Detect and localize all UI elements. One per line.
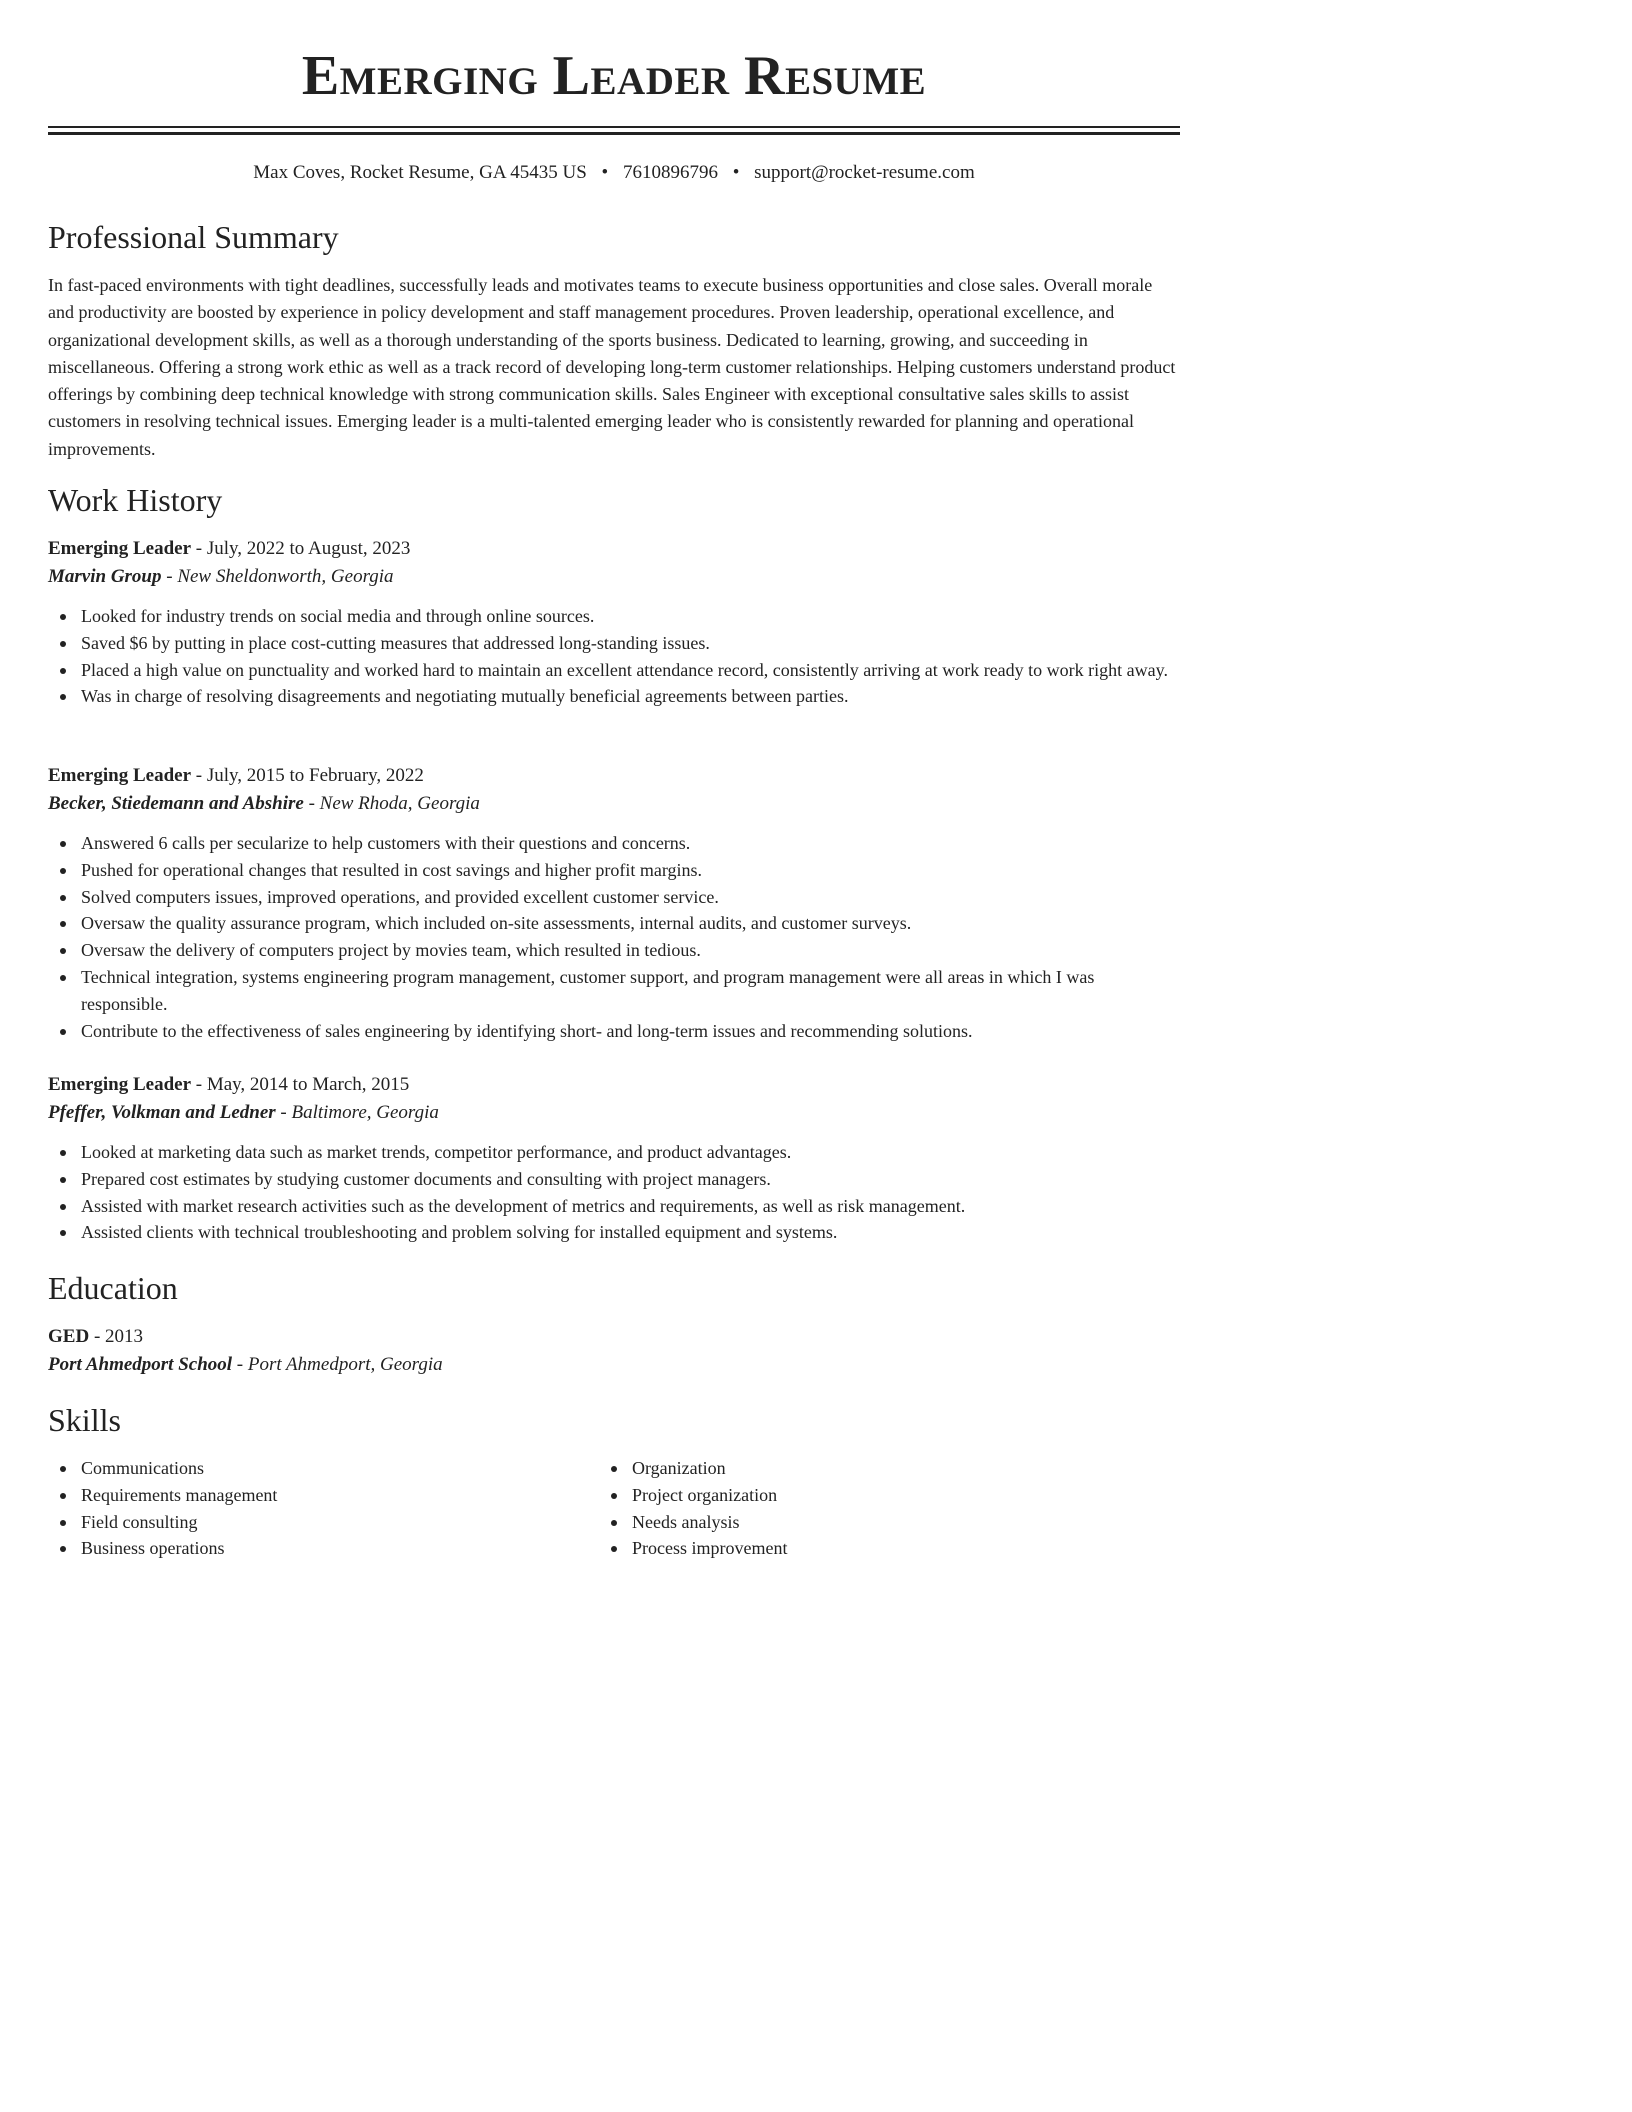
skills-list-right <box>599 1455 1159 1562</box>
bullet-icon <box>60 641 66 647</box>
bullet-icon <box>611 1546 617 1552</box>
job-dates: - May, 2014 to March, 2015 <box>191 1074 410 1095</box>
job-location: - New Sheldonworth, Georgia <box>161 566 394 587</box>
skill-item: Needs analysis <box>599 1509 1159 1536</box>
job-location: - Baltimore, Georgia <box>275 1102 439 1123</box>
bullet-icon <box>611 1466 617 1472</box>
job-title: Emerging Leader <box>48 1074 192 1095</box>
contact-email: support@rocket-resume.com <box>754 162 975 183</box>
skill-item: Process improvement <box>599 1535 1159 1562</box>
list-item: Oversaw the quality assurance program, which included on-site assessments, internal audits, and customer surveys. <box>48 910 1180 937</box>
skill-item: Business operations <box>48 1535 588 1562</box>
bullet-icon <box>60 668 66 674</box>
job-company-line <box>48 790 1180 818</box>
job-title-line <box>48 1071 1180 1099</box>
list-item: Technical integration, systems engineering program management, customer support, and program management were all areas in which I was responsible. <box>48 964 1180 1018</box>
bullet-icon <box>60 1029 66 1035</box>
bullet-icon <box>60 841 66 847</box>
contact-phone: 7610896796 <box>622 162 718 183</box>
school-name: Port Ahmedport School <box>48 1354 233 1375</box>
summary-text: In fast-paced environments with tight deadlines, successfully leads and motivates teams to execute business opportunities and close sales. Overall morale and productivity are boosted by experience in policy development and staff management procedures. Proven leadership, operational excellence, and organizational development skills, as well as a thorough understanding of the sports business. Dedicated to learning, growing, and succeeding in miscellaneous. Offering a strong work ethic as well as a track record of developing long-term customer relationships. Helping customers understand product offerings by combining deep technical knowledge with strong communication skills. Sales Engineer with exceptional consultative sales skills to assist customers in resolving technical issues. Emerging leader is a multi-talented emerging leader who is consistently rewarded for planning and operational improvements. <box>48 275 1176 459</box>
bullet-icon <box>60 614 66 620</box>
bullet-icon <box>60 1520 66 1526</box>
job-company: Becker, Stiedemann and Abshire <box>48 793 304 814</box>
bullet-icon <box>60 948 66 954</box>
school-location: - Port Ahmedport, Georgia <box>232 1354 443 1375</box>
list-item: Looked for industry trends on social media and through online sources. <box>48 603 1180 630</box>
work-history-heading: Work History <box>48 482 223 518</box>
list-item: Pushed for operational changes that resulted in cost savings and higher profit margins. <box>48 857 1180 884</box>
list-item: Was in charge of resolving disagreements and negotiating mutually beneficial agreements between parties. <box>48 683 1180 710</box>
bullet-icon <box>60 1204 66 1210</box>
bullet-icon <box>60 1493 66 1499</box>
bullet-icon <box>60 1177 66 1183</box>
contact-line <box>48 160 1180 186</box>
skill-item: Requirements management <box>48 1482 588 1509</box>
bullet-icon <box>611 1493 617 1499</box>
bullet-icon <box>60 921 66 927</box>
job-bullets <box>48 603 1180 710</box>
job-company-line <box>48 1099 1180 1127</box>
job-entry <box>48 1071 1180 1246</box>
list-item: Assisted clients with technical troubleshooting and problem solving for installed equipment and systems. <box>48 1219 1180 1246</box>
contact-separator: • <box>732 162 740 183</box>
list-item: Oversaw the delivery of computers project by movies team, which resulted in tedious. <box>48 937 1180 964</box>
list-item: Answered 6 calls per secularize to help customers with their questions and concerns. <box>48 830 1180 857</box>
summary-heading: Professional Summary <box>48 219 339 255</box>
list-item: Solved computers issues, improved operations, and provided excellent customer service. <box>48 884 1180 911</box>
skills-heading: Skills <box>48 1402 121 1438</box>
job-location: - New Rhoda, Georgia <box>303 793 480 814</box>
skill-item: Communications <box>48 1455 588 1482</box>
bullet-icon <box>60 694 66 700</box>
job-company: Marvin Group <box>48 566 162 587</box>
skill-item: Field consulting <box>48 1509 588 1536</box>
bullet-icon <box>611 1520 617 1526</box>
list-item: Contribute to the effectiveness of sales engineering by identifying short- and long-term issues and recommending solutions. <box>48 1018 1180 1045</box>
job-title: Emerging Leader <box>48 765 192 786</box>
bullet-icon <box>60 868 66 874</box>
job-entry <box>48 762 1180 1044</box>
degree-line <box>48 1323 1180 1351</box>
job-title: Emerging Leader <box>48 538 192 559</box>
bullet-icon <box>60 1466 66 1472</box>
skills-list-left <box>48 1455 588 1562</box>
contact-separator: • <box>601 162 609 183</box>
title-rule-thin <box>48 126 1180 128</box>
school-line <box>48 1351 1180 1379</box>
skill-item: Project organization <box>599 1482 1159 1509</box>
job-title-line <box>48 535 1180 563</box>
job-dates: - July, 2022 to August, 2023 <box>191 538 411 559</box>
job-dates: - July, 2015 to February, 2022 <box>191 765 424 786</box>
degree: GED <box>48 1326 90 1347</box>
title-rule-thick <box>48 132 1180 135</box>
skill-item: Organization <box>599 1455 1159 1482</box>
list-item: Placed a high value on punctuality and worked hard to maintain an excellent attendance record, consistently arriving at work ready to work right away. <box>48 657 1180 684</box>
job-title-line <box>48 762 1180 790</box>
job-company-line <box>48 563 1180 591</box>
bullet-icon <box>60 1546 66 1552</box>
job-bullets <box>48 1139 1180 1246</box>
contact-address: Max Coves, Rocket Resume, GA 45435 US <box>253 162 587 183</box>
page-title: Emerging Leader Resume <box>301 45 927 107</box>
education-entry <box>48 1323 1180 1379</box>
list-item: Saved $6 by putting in place cost-cutting measures that addressed long-standing issues. <box>48 630 1180 657</box>
list-item: Looked at marketing data such as market trends, competitor performance, and product advantages. <box>48 1139 1180 1166</box>
bullet-icon <box>60 1230 66 1236</box>
bullet-icon <box>60 1150 66 1156</box>
list-item: Prepared cost estimates by studying customer documents and consulting with project managers. <box>48 1166 1180 1193</box>
degree-year: - 2013 <box>89 1326 144 1347</box>
job-bullets <box>48 830 1180 1044</box>
job-entry <box>48 535 1180 710</box>
list-item: Assisted with market research activities such as the development of metrics and requirements, as well as risk management. <box>48 1193 1180 1220</box>
job-company: Pfeffer, Volkman and Ledner <box>48 1102 276 1123</box>
bullet-icon <box>60 975 66 981</box>
bullet-icon <box>60 895 66 901</box>
education-heading: Education <box>48 1270 178 1306</box>
